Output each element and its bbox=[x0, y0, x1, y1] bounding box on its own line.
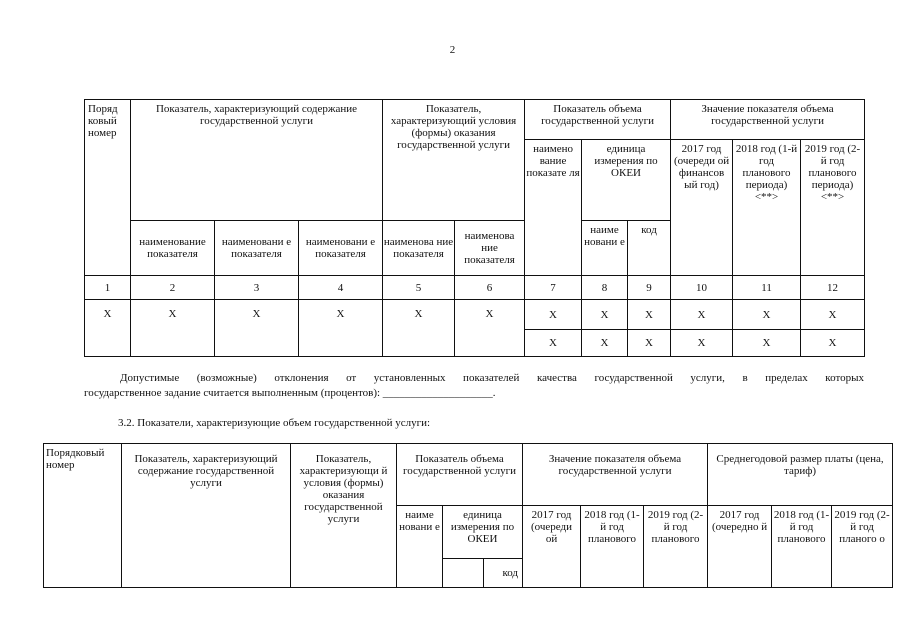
t1-header-2018: 2018 год (1-й год планового периода) <**> bbox=[733, 140, 801, 276]
t1-col-number: 1 bbox=[85, 276, 131, 300]
t2-header-fee-2018: 2018 год (1-й год планового bbox=[772, 506, 832, 588]
t2-header-value-2018: 2018 год (1-й год планового bbox=[581, 506, 644, 588]
t1-sub-indicator-name: наименова ние показателя bbox=[383, 221, 455, 276]
t1-cell: X bbox=[671, 330, 733, 357]
t1-header-2019: 2019 год (2-й год планового периода) <**> bbox=[801, 140, 865, 276]
t2-header-volume: Показатель объема государственной услуги bbox=[397, 444, 523, 506]
table1-numbers-row bbox=[85, 276, 865, 300]
t1-sub-indicator-name: наименова ние показателя bbox=[455, 221, 525, 276]
t1-header-row-number: Поряд ковый номер bbox=[85, 100, 131, 276]
t1-col-number: 11 bbox=[733, 276, 801, 300]
t2-header-unit: единица измерения по ОКЕИ bbox=[443, 506, 523, 559]
t2-header-content: Показатель, характеризующий содержание государственной услуги bbox=[122, 444, 291, 588]
t1-header-content: Показатель, характеризующий содержание государственной услуги bbox=[131, 100, 383, 221]
t1-cell: X bbox=[733, 330, 801, 357]
t1-sub-indicator-name: наименовани е показателя bbox=[215, 221, 299, 276]
deviation-line-1: Допустимые (возможные) отклонения от установленных показателей качества государственной услуги, в пределах которых bbox=[120, 372, 864, 384]
table1-header-row bbox=[85, 100, 865, 140]
t1-cell: X bbox=[299, 300, 383, 357]
t2-unit-split bbox=[443, 559, 522, 587]
t2-header-value: Значение показателя объема государственной услуги bbox=[523, 444, 708, 506]
t1-cell: X bbox=[85, 300, 131, 357]
t2-header-value-2017: 2017 год (очереди ой bbox=[523, 506, 581, 588]
table1-data-row bbox=[85, 300, 865, 330]
t1-cell: X bbox=[383, 300, 455, 357]
t2-header-row-number: Порядковый номер bbox=[44, 444, 122, 588]
t1-sub-indicator-name: наименовани е показателя bbox=[299, 221, 383, 276]
t1-col-number: 7 bbox=[525, 276, 582, 300]
t1-cell: X bbox=[582, 300, 628, 330]
t1-header-unit: единица измерения по ОКЕИ bbox=[582, 140, 671, 221]
t1-col-number: 4 bbox=[299, 276, 383, 300]
t1-cell: X bbox=[582, 330, 628, 357]
t1-col-number: 2 bbox=[131, 276, 215, 300]
t1-cell: X bbox=[455, 300, 525, 357]
t2-header-unit-code: код bbox=[502, 567, 519, 579]
t1-sub-indicator-name: наименование показателя bbox=[131, 221, 215, 276]
t2-header-conditions: Показатель, характеризующи й условия (формы) оказания государственной услуги bbox=[291, 444, 397, 588]
t1-cell: X bbox=[525, 330, 582, 357]
t1-col-number: 10 bbox=[671, 276, 733, 300]
t1-cell: X bbox=[733, 300, 801, 330]
deviation-paragraph bbox=[84, 371, 864, 401]
t1-col-number: 6 bbox=[455, 276, 525, 300]
t1-cell: X bbox=[215, 300, 299, 357]
t1-cell: X bbox=[801, 330, 865, 357]
volume-indicators-table bbox=[43, 443, 893, 588]
t2-header-value-2019: 2019 год (2-й год планового bbox=[644, 506, 708, 588]
t1-cell: X bbox=[671, 300, 733, 330]
page-number: 2 bbox=[449, 44, 456, 56]
t1-header-unit-code: код bbox=[628, 221, 671, 276]
t1-cell: X bbox=[628, 330, 671, 357]
t2-unit-name-cell bbox=[443, 559, 484, 587]
t1-cell: X bbox=[801, 300, 865, 330]
t2-header-volume-name: наиме новани е bbox=[397, 506, 443, 588]
t1-header-volume: Показатель объема государственной услуги bbox=[525, 100, 671, 140]
t1-header-2017: 2017 год (очереди ой финансов ый год) bbox=[671, 140, 733, 276]
t1-header-volume-name: наимено вание показате ля bbox=[525, 140, 582, 276]
t2-header-fee-2017: 2017 год (очередно й bbox=[708, 506, 772, 588]
t2-header-unit-sub bbox=[443, 559, 523, 588]
deviation-line-2: государственное задание считается выполненным (процентов): ____________________. bbox=[84, 387, 496, 399]
t1-col-number: 5 bbox=[383, 276, 455, 300]
t1-col-number: 3 bbox=[215, 276, 299, 300]
t1-col-number: 12 bbox=[801, 276, 865, 300]
t1-col-number: 8 bbox=[582, 276, 628, 300]
t1-cell: X bbox=[628, 300, 671, 330]
quality-indicators-table bbox=[84, 99, 865, 357]
table2-header-row bbox=[44, 444, 893, 506]
t1-header-conditions: Показатель, характеризующий условия (формы) оказания государственной услуги bbox=[383, 100, 525, 221]
t1-header-unit-name: наиме новани е bbox=[582, 221, 628, 276]
t2-header-fee: Среднегодовой размер платы (цена, тариф) bbox=[708, 444, 893, 506]
t1-header-value: Значение показателя объема государственной услуги bbox=[671, 100, 865, 140]
t2-header-fee-2019: 2019 год (2-й год планого о bbox=[832, 506, 893, 588]
t1-cell: X bbox=[131, 300, 215, 357]
t1-col-number: 9 bbox=[628, 276, 671, 300]
section-title: 3.2. Показатели, характеризующие объем государственной услуги: bbox=[118, 417, 431, 429]
t1-cell: X bbox=[525, 300, 582, 330]
